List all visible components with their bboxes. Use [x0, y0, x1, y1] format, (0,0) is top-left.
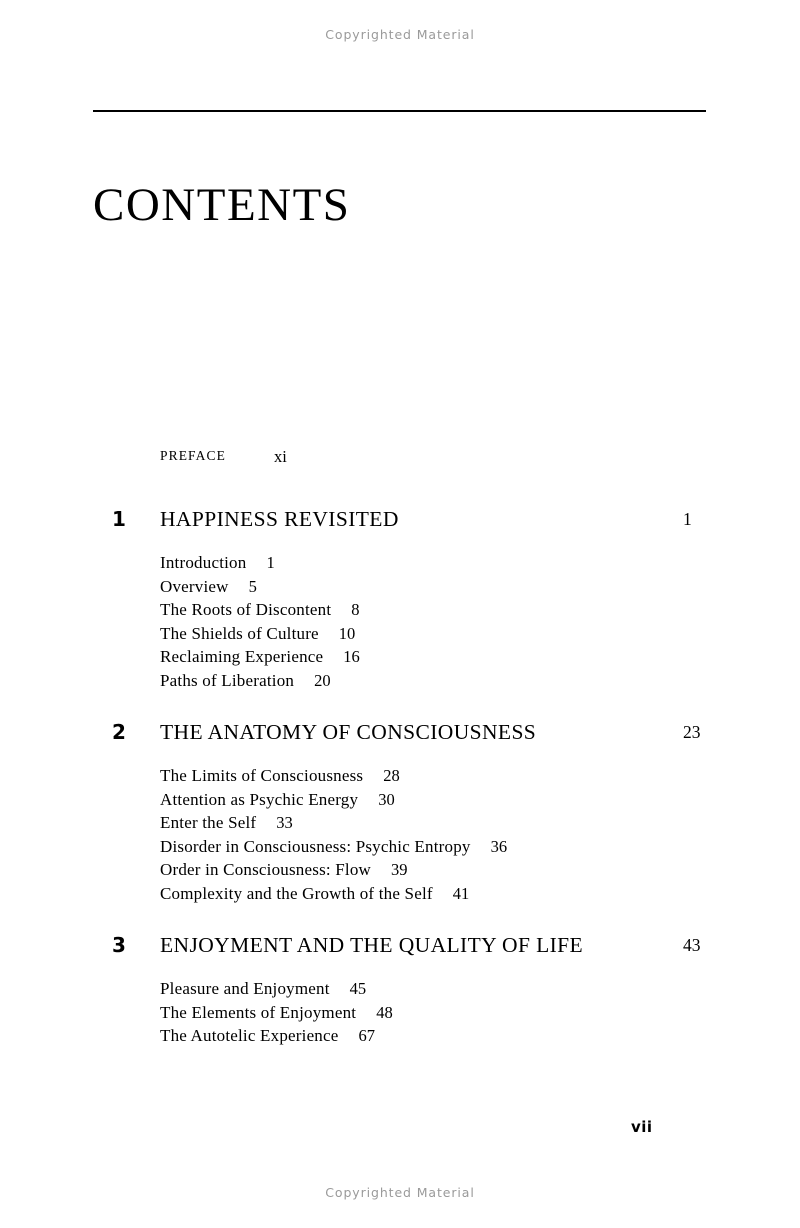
section-title: The Shields of Culture	[160, 623, 319, 643]
page-title: CONTENTS	[93, 179, 351, 232]
chapter-title: THE ANATOMY OF CONSCIOUSNESS	[160, 720, 537, 744]
list-item	[160, 884, 800, 908]
chapter-section-list	[160, 979, 800, 1050]
list-item	[160, 813, 800, 837]
chapter-heading	[0, 933, 800, 969]
chapter-entry	[0, 507, 800, 694]
chapter-title: ENJOYMENT AND THE QUALITY OF LIFE	[160, 933, 584, 957]
section-page-number: 36	[490, 836, 508, 856]
list-item	[160, 979, 800, 1003]
preface-page-number: xi	[274, 447, 287, 466]
chapter-page-number: 1	[683, 509, 692, 529]
chapter-title: HAPPINESS REVISITED	[160, 507, 399, 531]
chapter-heading	[0, 507, 800, 543]
page-folio: vii	[631, 1118, 653, 1136]
section-title: Order in Consciousness: Flow	[160, 860, 372, 879]
chapter-heading	[0, 720, 800, 756]
section-page-number: 48	[376, 1002, 393, 1022]
chapter-number: 1	[112, 507, 126, 531]
table-of-contents	[0, 447, 800, 1050]
section-title: Pleasure and Enjoyment	[160, 979, 330, 998]
list-item	[160, 600, 800, 624]
section-title: The Elements of Enjoyment	[160, 1002, 357, 1022]
section-title: The Autotelic Experience	[160, 1026, 339, 1045]
chapter-page-number: 43	[683, 935, 701, 955]
section-title: Attention as Psychic Energy	[160, 789, 359, 809]
preface-label: PREFACE	[160, 448, 226, 463]
list-item	[160, 790, 800, 814]
section-title: Reclaiming Experience	[160, 647, 324, 666]
list-item	[160, 624, 800, 648]
section-title: Enter the Self	[160, 813, 257, 832]
section-page-number: 16	[343, 647, 360, 666]
chapter-entry	[0, 933, 800, 1050]
chapter-number: 2	[112, 720, 126, 744]
section-title: The Limits of Consciousness	[160, 766, 364, 785]
section-title: Paths of Liberation	[160, 670, 295, 690]
list-item	[160, 860, 800, 884]
list-item	[160, 671, 800, 695]
section-page-number: 20	[314, 670, 331, 690]
toc-entry-preface	[160, 447, 800, 481]
list-item	[160, 1003, 800, 1027]
copyright-watermark-top: Copyrighted Material	[325, 27, 475, 42]
chapter-entry	[0, 720, 800, 907]
section-title: Overview	[160, 576, 229, 596]
list-item	[160, 577, 800, 601]
list-item	[160, 647, 800, 671]
list-item	[160, 553, 800, 577]
header-rule	[93, 110, 706, 112]
section-page-number: 10	[338, 623, 356, 643]
section-page-number: 5	[248, 576, 257, 596]
section-page-number: 41	[452, 883, 470, 903]
section-page-number: 8	[351, 600, 360, 619]
section-title: Disorder in Consciousness: Psychic Entropy	[160, 836, 471, 856]
list-item	[160, 766, 800, 790]
section-page-number: 45	[349, 979, 367, 998]
section-page-number: 33	[276, 813, 293, 832]
chapter-section-list	[160, 766, 800, 907]
copyright-watermark-bottom: Copyrighted Material	[325, 1185, 475, 1200]
section-title: The Roots of Discontent	[160, 600, 332, 619]
chapter-number: 3	[112, 933, 126, 957]
section-page-number: 1	[266, 553, 275, 572]
section-page-number: 28	[383, 766, 400, 785]
section-title: Introduction	[160, 553, 247, 572]
chapter-page-number: 23	[683, 722, 701, 742]
section-page-number: 30	[378, 789, 395, 809]
chapter-section-list	[160, 553, 800, 694]
section-title: Complexity and the Growth of the Self	[160, 883, 433, 903]
section-page-number: 67	[358, 1026, 376, 1045]
list-item	[160, 837, 800, 861]
section-page-number: 39	[391, 860, 408, 879]
list-item	[160, 1026, 800, 1050]
